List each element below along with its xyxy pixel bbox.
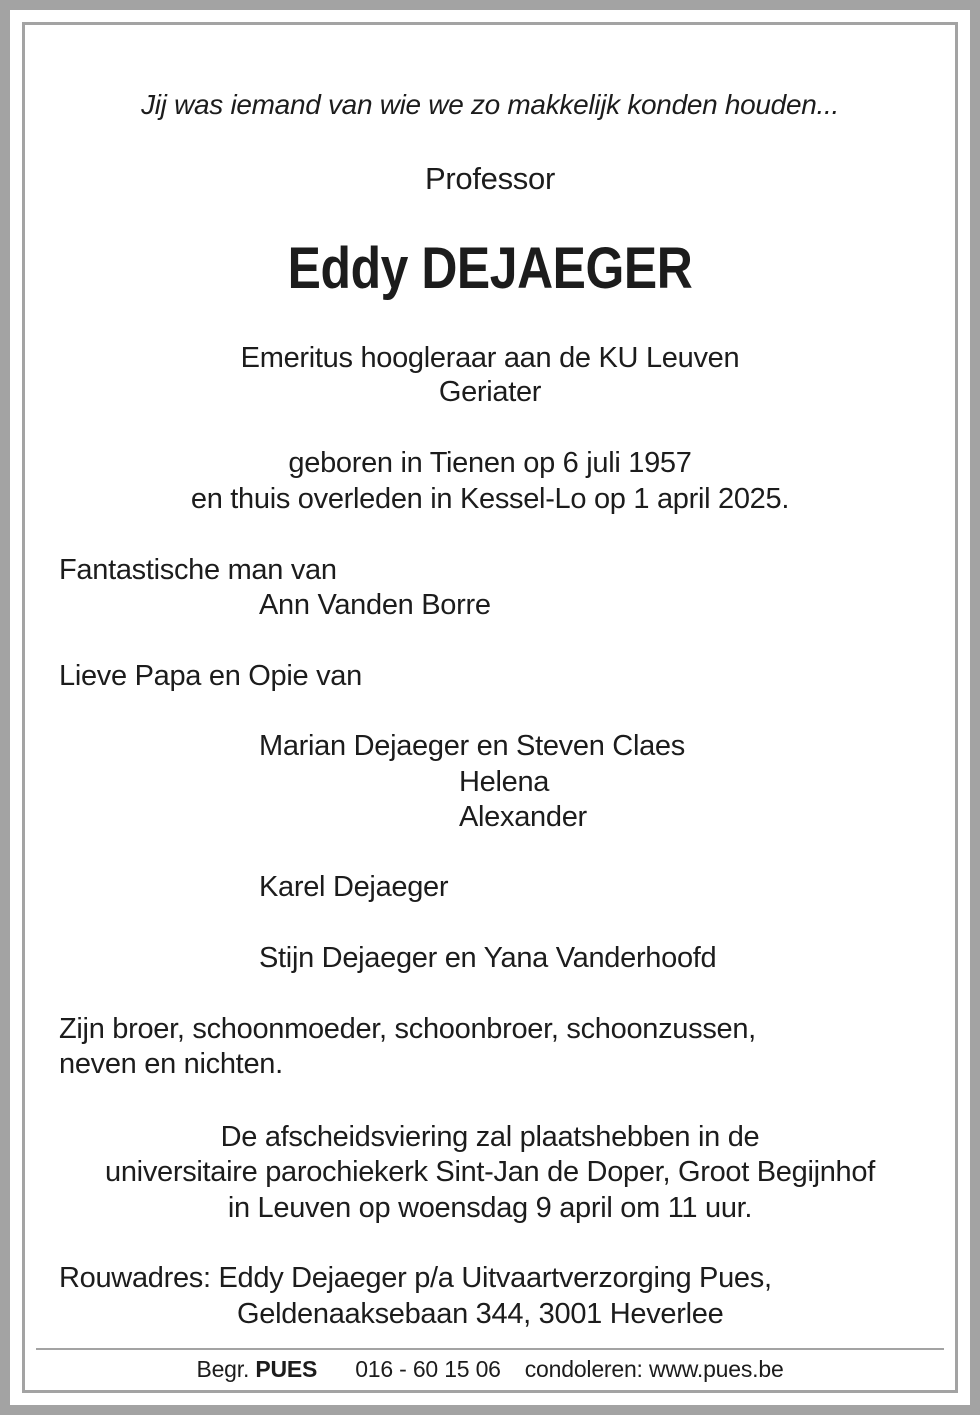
footer [0,1354,980,1384]
funeral-home-brand: PUES [255,1356,318,1382]
footer-condolence: condoleren: www.pues.be [524,1356,784,1382]
ceremony-line-1: De afscheidsviering zal plaatshebben in de [220,1121,760,1153]
relatives-line-1: Zijn broer, schoonmoeder, schoonbroer, schoonzussen, [59,1013,756,1045]
address-line-2: Geldenaaksebaan 344, 3001 Heverlee [237,1298,724,1330]
footer-phone: 016 - 60 15 06 [355,1356,501,1382]
deceased-name: Eddy DEJAEGER [287,236,693,301]
child-family-2: Karel Dejaeger [259,871,449,903]
spouse-name: Ann Vanden Borre [259,589,491,621]
spouse-intro: Fantastische man van [59,554,337,586]
footer-prefix: Begr. [196,1356,250,1382]
ceremony-line-2: universitaire parochiekerk Sint-Jan de Doper, Groot Begijnhof [105,1156,875,1188]
ceremony-line-3: in Leuven op woensdag 9 april om 11 uur. [227,1192,753,1224]
death-line: en thuis overleden in Kessel-Lo op 1 april 2025. [190,483,790,515]
relatives-line-2: neven en nichten. [59,1048,283,1080]
children-intro: Lieve Papa en Opie van [59,660,362,692]
grandchild-2: Alexander [459,801,587,833]
motto: Jij was iemand van wie we zo makkelijk konden houden... [141,89,839,120]
birth-line: geboren in Tienen op 6 juli 1957 [288,447,692,479]
honorific-title: Professor [425,161,555,196]
role-line-1: Emeritus hoogleraar aan de KU Leuven [240,342,740,374]
footer-divider [36,1348,944,1350]
role-line-2: Geriater [438,376,542,408]
child-family-3: Stijn Dejaeger en Yana Vanderhoofd [259,942,717,974]
address-line-1: Rouwadres: Eddy Dejaeger p/a Uitvaartverzorging Pues, [59,1262,772,1294]
child-family-1: Marian Dejaeger en Steven Claes [259,730,685,762]
grandchild-1: Helena [459,766,550,798]
